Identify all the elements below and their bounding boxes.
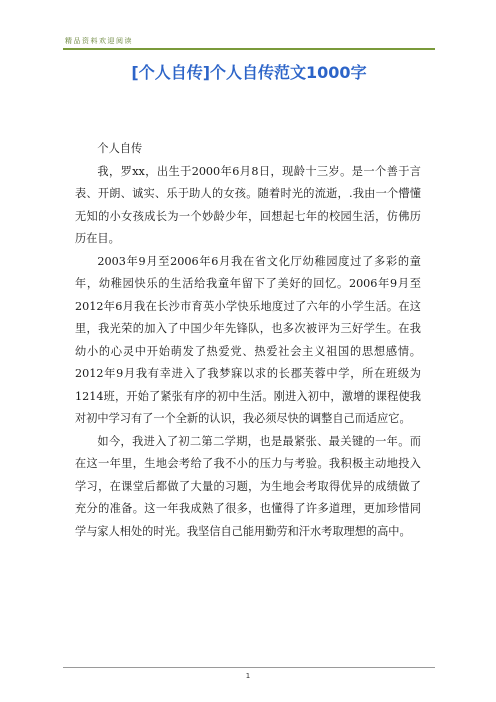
page-number: 1 [245, 672, 251, 680]
footer-divider [63, 667, 435, 668]
paragraph-heading: 个人自传 [97, 142, 143, 155]
paragraph-present: 如今，我进入了初二第二学期，也是最紧张、最关键的一年。而在这一年里，生地会考给了我不小的压力与考验。我积极主动地投入学习，在课堂后都做了大量的习题，为生地会考取得优异的成绩做了充分的准备。这一年我成熟了很多，也懂得了许多道理，更加珍惜同学与家人相处的时光。我坚信自己能用勤劳和汗水考取理想的高中。 [75, 434, 421, 538]
header-text: 精品资料欢迎阅读 [65, 37, 133, 45]
page-header [63, 36, 435, 50]
document-body [75, 138, 421, 543]
document-title: [个人自传]个人自传范文1000字 [131, 63, 367, 82]
paragraph-education: 2003年9月至2006年6月我在省文化厅幼稚园度过了多彩的童年，幼稚园快乐的生活给我童年留下了美好的回忆。2006年9月至2012年6月我在长沙市育英小学快乐地度过了六年的小学生活。在这里，我光荣的加入了中国少年先锋队，也多次被评为三好学生。在我幼小的心灵中开始萌发了热爱党、热爱社会主义祖国的思想感情。2012年9月我有幸进入了我梦寐以求的长郡芙蓉中学，所在班级为1214班，开始了紧张有序的初中生活。刚进入初中，激增的课程使我对初中学习有了一个全新的认识，我必须尽快的调整自己而适应它。 [75, 254, 421, 425]
paragraph-intro: 我，罗xx，出生于2000年6月8日，现龄十三岁。是一个善于言表、开朗、诚实、乐于助人的女孩。随着时光的流逝，.我由一个懵懂无知的小女孩成长为一个妙龄少年，回想起七年的校园生活，仿佛历历在目。 [75, 164, 421, 245]
